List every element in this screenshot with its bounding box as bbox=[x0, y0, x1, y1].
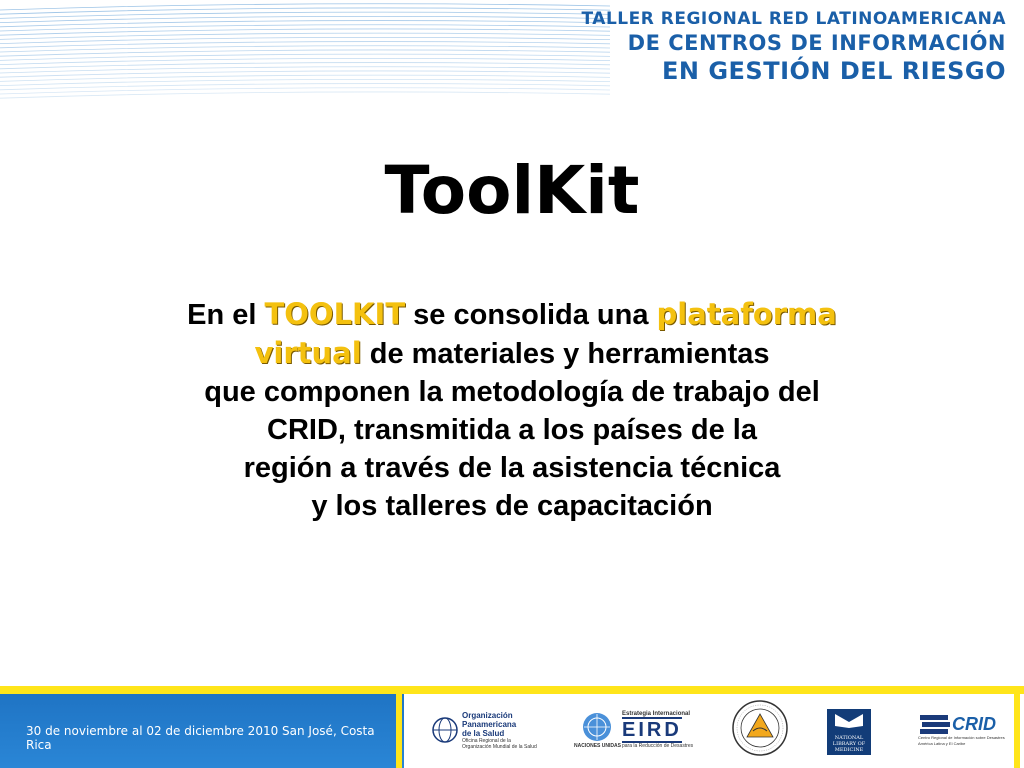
body-text-segment: se consolida una bbox=[405, 299, 657, 331]
workshop-title-line2: DE CENTROS DE INFORMACIÓN bbox=[627, 30, 1006, 55]
crid-main: CRID bbox=[952, 713, 996, 734]
body-line-1 bbox=[100, 295, 924, 334]
event-date: 30 de noviembre al 02 de diciembre 2010 San José, Costa Rica bbox=[26, 724, 375, 752]
highlight-plataforma: plataforma bbox=[656, 297, 837, 331]
body-text-segment: En el bbox=[187, 299, 265, 331]
slide-title: ToolKit bbox=[384, 152, 640, 229]
nlm-line-2: LIBRARY OF bbox=[832, 741, 866, 747]
body-text-segment: de materiales y herramientas bbox=[361, 338, 770, 370]
un-emblem-icon bbox=[581, 711, 613, 743]
footer-yellow-stripe bbox=[0, 686, 1024, 694]
footer-yellow-accent bbox=[1014, 694, 1020, 768]
body-line-6: y los talleres de capacitación bbox=[311, 490, 713, 522]
footer-bar bbox=[0, 686, 1024, 768]
workshop-title-line3: EN GESTIÓN DEL RIESGO bbox=[661, 56, 1006, 85]
ops-sub-2: Organización Mundial de la Salud bbox=[462, 743, 537, 750]
eird-main: EIRD bbox=[622, 719, 682, 741]
body-line-4: CRID, transmitida a los países de la bbox=[267, 414, 757, 446]
ops-sub-1: Oficina Regional de la bbox=[462, 737, 511, 744]
body-line-2 bbox=[100, 334, 924, 373]
eird-sub: para la Reducción de Desastres bbox=[622, 743, 694, 749]
cne-seal-logo bbox=[731, 700, 789, 756]
workshop-title-line1: TALLER REGIONAL RED LATINOAMERICANA bbox=[581, 9, 1006, 29]
nlm-line-3: MEDICINE bbox=[834, 747, 864, 753]
slide-body bbox=[100, 295, 924, 525]
nlm-book-icon bbox=[834, 712, 864, 728]
body-line-3: que componen la metodología de trabajo del bbox=[204, 376, 820, 408]
body-line-5: región a través de la asistencia técnica bbox=[243, 452, 781, 484]
workshop-title bbox=[582, 10, 1006, 84]
un-label: NACIONES UNIDAS bbox=[574, 743, 621, 749]
eird-logo bbox=[622, 702, 693, 758]
ops-name-3: de la Salud bbox=[462, 728, 505, 738]
crid-stack-icon bbox=[918, 713, 952, 735]
un-logo bbox=[574, 702, 621, 758]
footer-yellow-accent bbox=[396, 694, 402, 768]
nlm-logo bbox=[827, 704, 871, 760]
highlight-virtual: virtual bbox=[254, 336, 362, 370]
header-wave-lines bbox=[0, 0, 610, 100]
crid-sub-1: Centro Regional de Información sobre Desastres bbox=[918, 735, 1005, 740]
nlm-line-1: NATIONAL bbox=[834, 735, 864, 741]
ops-name-2: Panamericana bbox=[462, 719, 517, 729]
crid-logo bbox=[918, 702, 1005, 758]
eird-top: Estrategia Internacional bbox=[622, 711, 691, 717]
ops-logo bbox=[432, 702, 537, 758]
footer-date-panel bbox=[0, 694, 404, 768]
ops-emblem-icon bbox=[432, 717, 458, 743]
ops-name-1: Organización bbox=[462, 710, 513, 720]
crid-sub-2: América Latina y El Caribe bbox=[918, 741, 966, 746]
cne-seal-icon bbox=[731, 699, 789, 757]
highlight-toolkit: TOOLKIT bbox=[264, 297, 406, 331]
